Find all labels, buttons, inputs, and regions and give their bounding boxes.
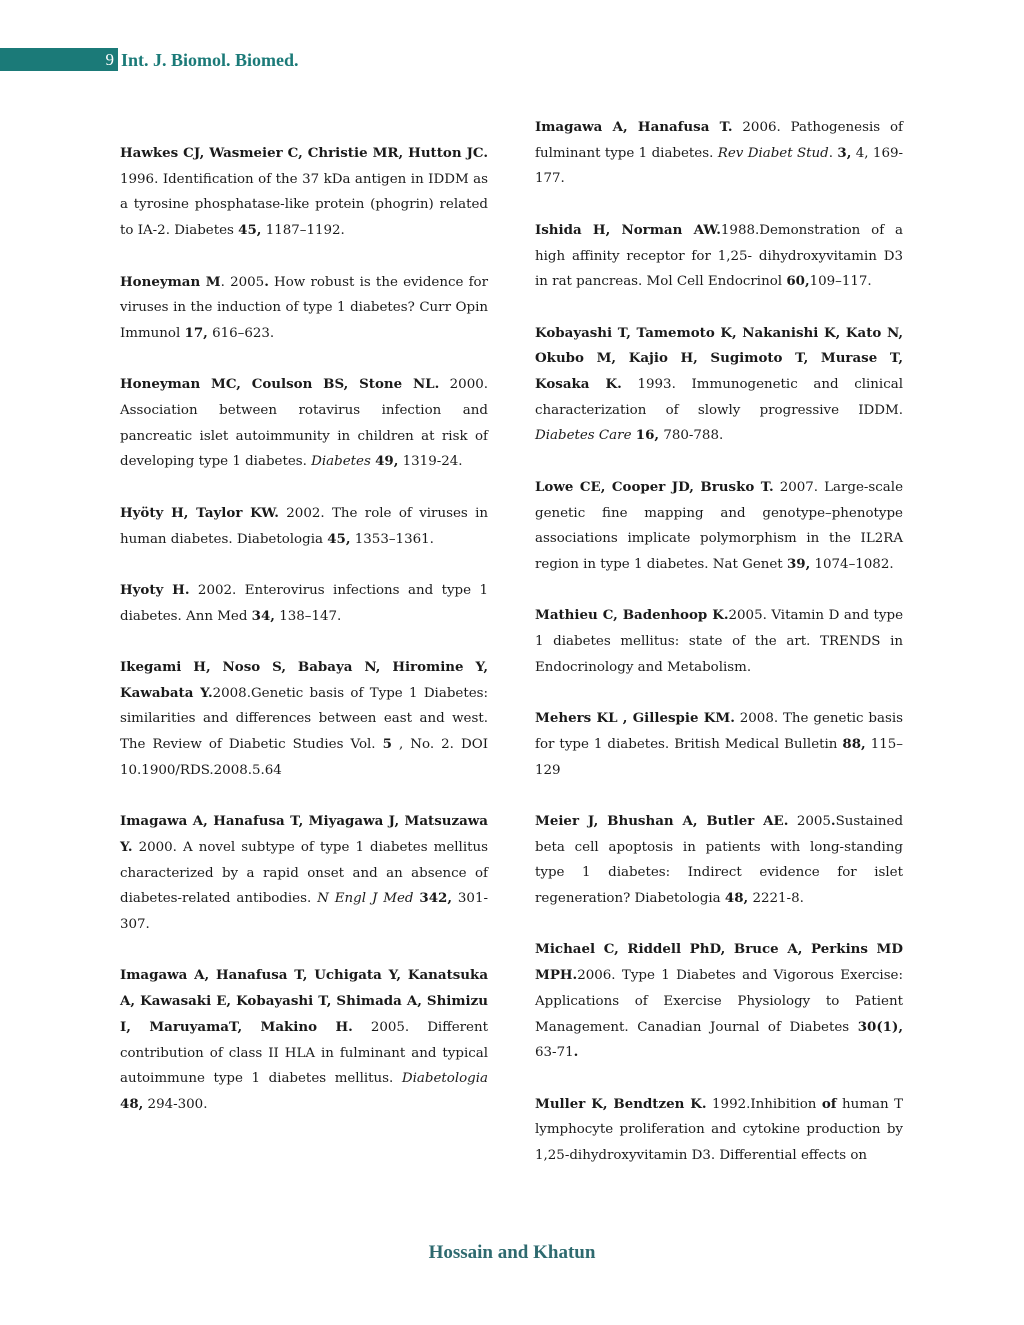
reference-bold-text: Michael C, Riddell PhD, Bruce A, Perkins MD MPH. [535,941,903,984]
reference-text: 1992.Inhibition [706,1096,822,1112]
reference-bold-text: Honeyman M [120,273,221,290]
reference-bold-text: 48, [120,1095,144,1112]
reference-bold-text: Hyöty H, Taylor KW. [120,504,279,521]
reference-text: 115–129 [535,736,903,778]
reference-italic-text: N Engl J Med [317,891,414,907]
reference-text: 780-788. [659,428,724,444]
reference-text: 2006. Pathogenesis of fulminant type 1 diabetes. [535,120,903,161]
reference-bold-text: 16, [635,427,660,444]
reference-text: . 2005 [220,274,265,290]
reference-text: 2002. The role of viruses in human diabetes. Diabetologia [120,505,488,547]
reference-bold-text: 342, [419,890,452,907]
reference-text: 616–623. [207,325,275,341]
reference-bold-text: 3, [837,144,852,161]
reference-bold-text: 34, [251,607,275,624]
reference-entry [535,321,903,450]
reference-bold-text: 5 [382,736,392,753]
reference-bold-text: 88, [842,735,866,752]
reference-text: 63-71 [535,1045,574,1061]
reference-entry [120,270,488,347]
reference-text: 4, 169-177. [535,145,904,187]
reference-bold-text: . [830,812,836,829]
reference-bold-text: Hyoty H. [120,581,190,598]
reference-text: 138–147. [274,608,342,624]
reference-bold-text: 48, [724,890,749,906]
reference-bold-text: Kobayashi T, Tamemoto K, Nakanishi K, Kato N, Okubo M, Kajio H, Sugimoto T, Murase T, Kosaka K. [535,324,903,392]
reference-bold-text: Honeyman MC, Coulson BS, Stone NL. [120,376,440,393]
reference-bold-text: 49, [375,453,399,470]
reference-text: 109–117. [809,274,872,290]
reference-entry [535,809,903,912]
reference-entry [535,218,903,295]
reference-text: 301-307. [120,891,488,932]
reference-bold-text: 45, [238,222,262,239]
references-right-column [535,115,903,1194]
reference-italic-text: Rev Diabet Stud [717,145,829,161]
footer-authors: Hossain and Khatun [428,1242,596,1263]
reference-bold-text: . [264,273,269,290]
reference-text: 1319-24. [398,454,463,470]
reference-bold-text: of [821,1095,837,1112]
reference-text: 2005. Vitamin D and type 1 diabetes mellitus: state of the art. TRENDS in Endocrinology and Metabolism. [535,608,903,675]
reference-text: , No. 2. DOI 10.1900/RDS.2008.5.64 [120,737,488,778]
reference-entry [120,501,488,552]
page-number: 9 [105,50,114,69]
reference-bold-text: Mehers KL , Gillespie KM. [535,710,735,727]
journal-title: Int. J. Biomol. Biomed. [121,50,299,70]
reference-text: 2005 [788,813,831,829]
reference-text: 1353–1361. [350,531,434,547]
reference-text: 2002. Enterovirus infections and type 1 diabetes. Ann Med [120,582,488,624]
reference-bold-text: Meier J, Bhushan A, Butler AE. [535,812,789,829]
reference-entry [535,603,903,680]
reference-italic-text: Diabetologia [401,1071,488,1087]
reference-entry [535,1092,903,1169]
reference-bold-text: Lowe CE, Cooper JD, Brusko T. [535,478,774,495]
reference-entry [535,706,903,783]
reference-bold-text: 17, [184,324,208,341]
reference-text: . [828,145,838,161]
references-left-column [120,141,488,1143]
reference-text: 1996. Identification of the 37 kDa antigen in IDDM as a tyrosine phosphatase-like protein (phogrin) related to IA-2. Diabetes [120,171,488,239]
reference-bold-text: Hawkes CJ, Wasmeier C, Christie MR, Hutton JC. [120,145,488,161]
reference-text: 1187–1192. [261,223,345,239]
reference-text: 1988.Demonstration of a high affinity receptor for 1,25- dihydroxyvitamin D3 in rat pancreas. Mol Cell Endocrinol [535,222,903,290]
reference-bold-text: . [573,1044,579,1061]
reference-text: human T lymphocyte proliferation and cytokine production by 1,25-dihydroxyvitamin D3. Differential effects on [535,1096,904,1163]
reference-text: 2221-8. [748,891,804,906]
reference-entry [535,475,903,578]
reference-text: 2007. Large-scale genetic fine mapping and genotype–phenotype associations implicate polymorphism in the IL2RA region in type 1 diabetes. Nat Genet [535,479,903,572]
reference-text: 2005. Different contribution of class II HLA in fulminant and typical autoimmune type 1 diabetes mellitus. [120,1019,488,1087]
reference-entry [120,963,488,1117]
reference-entry [120,372,488,475]
reference-text: 2000. Association between rotavirus infection and pancreatic islet autoimmunity in children at risk of developing type 1 diabetes. [120,377,488,470]
reference-entry [120,809,488,938]
reference-entry [120,655,488,784]
reference-entry [535,937,903,1066]
reference-text: 2008.Genetic basis of Type 1 Diabetes: similarities and differences between east and west. The Review of Diabetic Studies Vol. [120,685,489,753]
reference-text: 2008. The genetic basis for type 1 diabetes. British Medical Bulletin [535,711,903,752]
reference-bold-text: Imagawa A, Hanafusa T, Uchigata Y, Kanatsuka A, Kawasaki E, Kobayashi T, Shimada A, Shimizu I, MaruyamaT, Makino H. [120,967,488,1035]
reference-italic-text: Diabetes [311,454,371,470]
reference-bold-text: Imagawa A, Hanafusa T. [535,119,733,135]
reference-entry [120,578,488,629]
reference-bold-text: Muller K, Bendtzen K. [535,1095,707,1112]
reference-text: 1074–1082. [810,556,894,572]
reference-text: 2000. A novel subtype of type 1 diabetes mellitus characterized by a rapid onset and an absence of diabetes-related antibodies. [120,839,488,907]
reference-bold-text: 60, [786,273,810,290]
reference-entry [120,141,488,244]
reference-bold-text: Imagawa A, Hanafusa T, Miyagawa J, Matsuzawa Y. [120,813,488,855]
reference-text: 1993. Immunogenetic and clinical characterization of slowly progressive IDDM. [535,377,903,418]
reference-bold-text: 30(1), [857,1018,903,1035]
reference-text: 294-300. [143,1096,208,1112]
reference-italic-text: Diabetes Care [535,428,632,444]
reference-text: How robust is the evidence for viruses in the induction of type 1 diabetes? Curr Opin Immunol [120,274,489,341]
reference-text: Sustained beta cell apoptosis in patients with long-standing type 1 diabetes: Indirect evidence for islet regeneration? Diabetologia [535,813,904,906]
reference-bold-text: Ikegami H, Noso S, Babaya N, Hiromine Y, Kawabata Y. [120,658,488,701]
reference-entry [535,115,903,192]
reference-bold-text: 39, [786,555,811,572]
reference-bold-text: Ishida H, Norman AW. [535,221,721,238]
reference-bold-text: Mathieu C, Badenhoop K. [535,607,729,624]
reference-bold-text: 45, [327,530,351,547]
reference-text: 2006. Type 1 Diabetes and Vigorous Exercise: Applications of Exercise Physiology to Patient Management. Canadian Journal of Diabetes [535,968,903,1035]
